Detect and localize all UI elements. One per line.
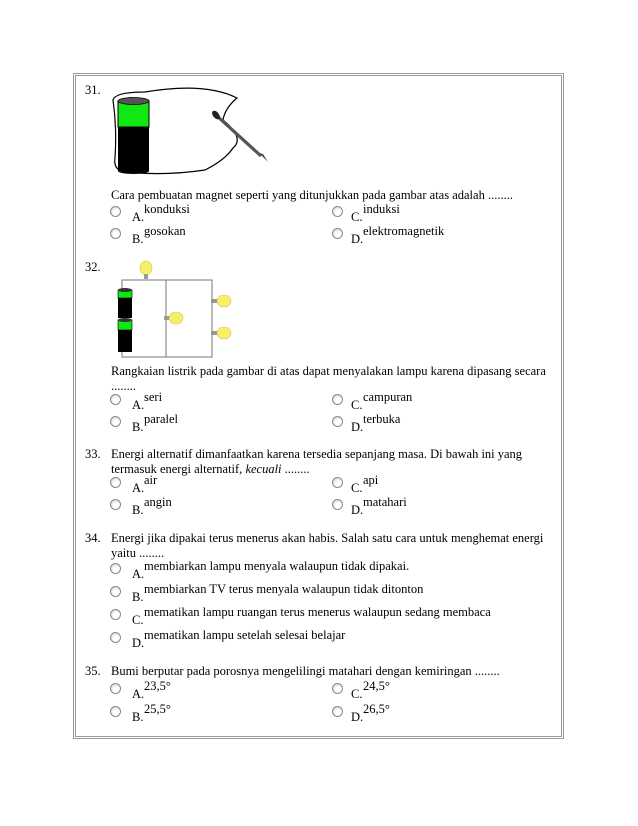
option-34-b-letter: B. [132, 590, 144, 604]
option-35-c-text: 24,5° [363, 679, 390, 693]
option-31-b-text: gosokan [144, 224, 186, 238]
option-35-c-letter: C. [351, 687, 363, 701]
option-32-a-radio[interactable] [110, 394, 121, 405]
option-33-d-letter: D. [351, 503, 364, 517]
question-34-number: 34. [85, 531, 101, 545]
option-34-c-text: mematikan lampu ruangan terus menerus walaupun sedang membaca [144, 605, 491, 619]
option-31-c-letter: C. [351, 210, 363, 224]
option-31-c-text: induksi [363, 202, 400, 216]
option-35-d-text: 26,5° [363, 702, 390, 716]
option-34-d-text: mematikan lampu setelah selesai belajar [144, 628, 346, 642]
option-35-a-letter: A. [132, 687, 145, 701]
question-33-text-line2 [111, 462, 522, 477]
question-35-text: Bumi berputar pada porosnya mengelilingi matahari dengan kemiringan ........ [111, 664, 500, 678]
option-35-b-letter: B. [132, 710, 144, 724]
option-31-a-radio[interactable] [110, 206, 121, 217]
question-32-text-line2: ........ [111, 379, 136, 393]
option-34-d-radio[interactable] [110, 632, 121, 643]
option-32-a-text: seri [144, 390, 163, 404]
question-33-text-prefix: termasuk energi alternatif, [111, 462, 243, 476]
option-34-b-radio[interactable] [110, 586, 121, 597]
option-33-a-letter: A. [132, 481, 145, 495]
option-32-b-letter: B. [132, 420, 144, 434]
option-31-d-text: elektromagnetik [363, 224, 445, 238]
option-34-a-text: membiarkan lampu menyala walaupun tidak dipakai. [144, 559, 410, 573]
option-31-a-letter: A. [132, 210, 145, 224]
question-34-text [111, 531, 543, 561]
option-33-b-radio[interactable] [110, 499, 121, 510]
option-31-b-letter: B. [132, 232, 144, 246]
option-35-d-letter: D. [351, 710, 364, 724]
question-34-text-line1: Energi jika dipakai terus menerus akan habis. Salah satu cara untuk menghemat energi [111, 531, 544, 545]
option-33-d-text: matahari [363, 495, 407, 509]
option-31-c-radio[interactable] [332, 206, 343, 217]
question-33-text [111, 447, 522, 477]
option-34-b-text: membiarkan TV terus menyala walaupun tidak ditonton [144, 582, 424, 596]
question-31-text: Cara pembuatan magnet seperti yang ditunjukkan pada gambar atas adalah ........ [111, 188, 513, 202]
option-31-a-text: konduksi [144, 202, 190, 216]
option-35-b-text: 25,5° [144, 702, 171, 716]
question-32-text [111, 364, 546, 394]
option-35-a-text: 23,5° [144, 679, 171, 693]
option-33-c-text: api [363, 473, 379, 487]
option-33-a-text: air [144, 473, 158, 487]
question-33-number: 33. [85, 447, 101, 461]
option-34-c-radio[interactable] [110, 609, 121, 620]
option-31-b-radio[interactable] [110, 228, 121, 239]
option-32-d-letter: D. [351, 420, 364, 434]
option-35-c-radio[interactable] [332, 683, 343, 694]
question-33-text-emphasis: kecuali [245, 462, 282, 476]
option-35-a-radio[interactable] [110, 683, 121, 694]
option-33-b-letter: B. [132, 503, 144, 517]
option-32-c-letter: C. [351, 398, 363, 412]
option-33-a-radio[interactable] [110, 477, 121, 488]
option-33-c-letter: C. [351, 481, 363, 495]
question-31-number: 31. [85, 83, 101, 97]
option-33-d-radio[interactable] [332, 499, 343, 510]
option-35-d-radio[interactable] [332, 706, 343, 717]
question-34-text-line2: yaitu ........ [111, 546, 165, 560]
option-32-c-radio[interactable] [332, 394, 343, 405]
option-32-a-letter: A. [132, 398, 145, 412]
option-34-d-letter: D. [132, 636, 145, 650]
question-35-number: 35. [85, 664, 101, 678]
option-31-d-radio[interactable] [332, 228, 343, 239]
option-32-d-text: terbuka [363, 412, 401, 426]
option-31-d-letter: D. [351, 232, 364, 246]
option-34-a-letter: A. [132, 567, 145, 581]
option-33-c-radio[interactable] [332, 477, 343, 488]
option-32-c-text: campuran [363, 390, 413, 404]
question-32-number: 32. [85, 260, 101, 274]
question-33-text-suffix: ........ [284, 462, 310, 476]
option-32-b-text: paralel [144, 412, 179, 426]
option-33-b-text: angin [144, 495, 172, 509]
option-32-b-radio[interactable] [110, 416, 121, 427]
question-33-text-line1: Energi alternatif dimanfaatkan karena tersedia sepanjang masa. Di bawah ini yang [111, 447, 523, 461]
battery-nail-illustration [105, 88, 275, 178]
option-34-a-radio[interactable] [110, 563, 121, 574]
option-35-b-radio[interactable] [110, 706, 121, 717]
option-34-c-letter: C. [132, 613, 144, 627]
circuit-illustration [110, 258, 240, 358]
option-32-d-radio[interactable] [332, 416, 343, 427]
question-32-text-line1: Rangkaian listrik pada gambar di atas dapat menyalakan lampu karena dipasang secara [111, 364, 546, 378]
